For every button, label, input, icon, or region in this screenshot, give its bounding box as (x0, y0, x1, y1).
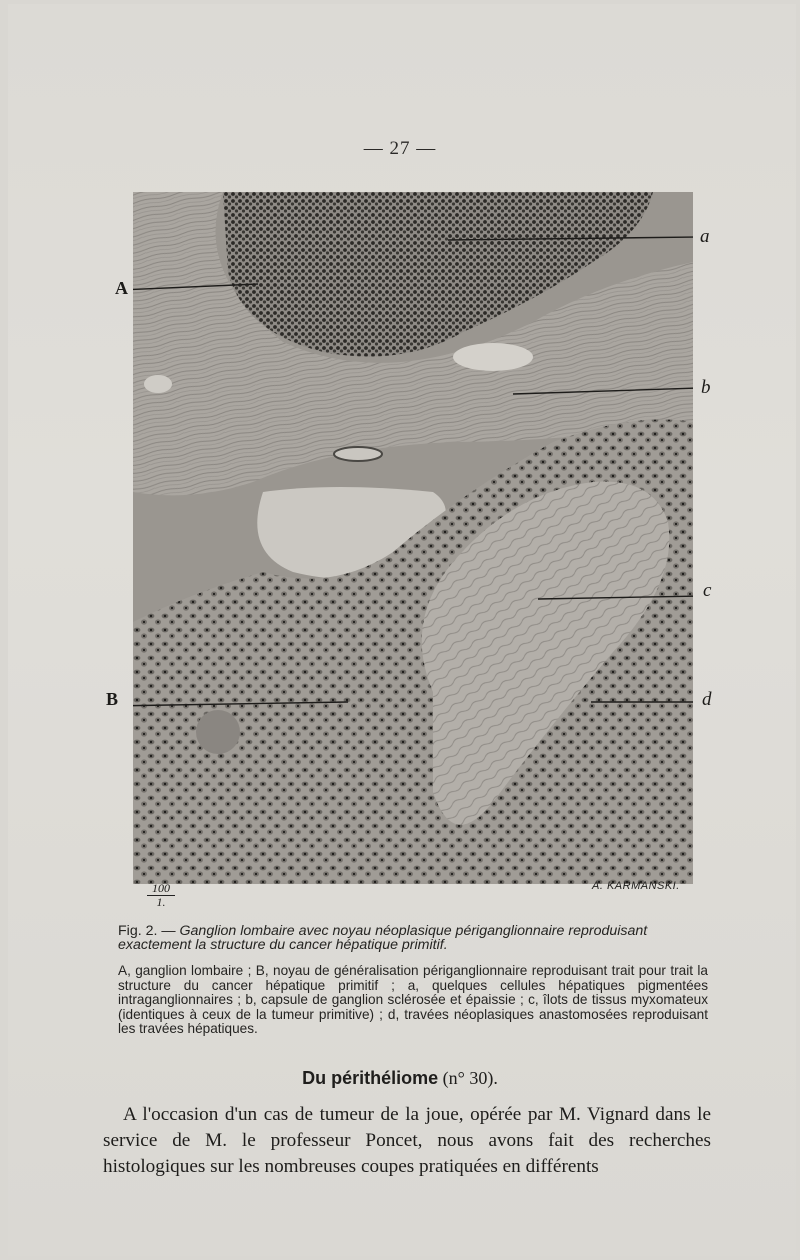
vessel-lumen (453, 343, 533, 371)
body-text (103, 1102, 711, 1180)
magnification-denominator: 1. (156, 895, 166, 909)
section-title: Du périthéliome (302, 1068, 439, 1088)
page-number: — 27 — (363, 138, 437, 159)
figure-label-A: A (115, 278, 128, 298)
magnification-numerator: 100 (147, 882, 175, 896)
caption-prefix: Fig. 2. — (118, 923, 180, 939)
figure-legend: A, ganglion lombaire ; B, noyau de généralisation périganglionnaire reproduisant trait pour trait la structure du cancer hépatique primitif ; a, quelques cellules hépatiques pigmentées intraganglionnaires ; b, capsule de ganglion sclérosée et épaissie ; c, îlots de tissus myxomateux (identiques à ceux de la tumeur primitive) ; d, travées néoplasiques anastomosées reproduisant les travées hépatiques. (118, 963, 708, 1037)
figure-label-c: c (703, 580, 712, 601)
histology-figure (133, 192, 693, 884)
section-ref: (n° 30). (438, 1068, 498, 1088)
figure-label-a: a (700, 226, 710, 247)
histology-illustration (133, 192, 693, 884)
generalization-nucleus (196, 710, 240, 754)
caption-text: Ganglion lombaire avec noyau néoplasique périganglionnaire reproduisant exactement la structure du cancer hépatique primitif. (118, 923, 648, 953)
figure-label-b: b (701, 377, 711, 398)
vessel-lumen (144, 375, 172, 393)
magnification (147, 882, 175, 909)
figure-caption (118, 924, 708, 952)
artist-signature: A. KARMANSKI. (592, 880, 680, 892)
vessel-lumen (334, 447, 382, 461)
figure-label-d: d (702, 689, 712, 710)
paragraph: A l'occasion d'un cas de tumeur de la joue, opérée par M. Vignard dans le service de M. le professeur Poncet, nous avons fait des recherches histologiques sur les nombreuses coupes pratiquées en différents (103, 1104, 711, 1177)
figure-label-B: B (106, 689, 119, 709)
section-heading (0, 1068, 800, 1089)
